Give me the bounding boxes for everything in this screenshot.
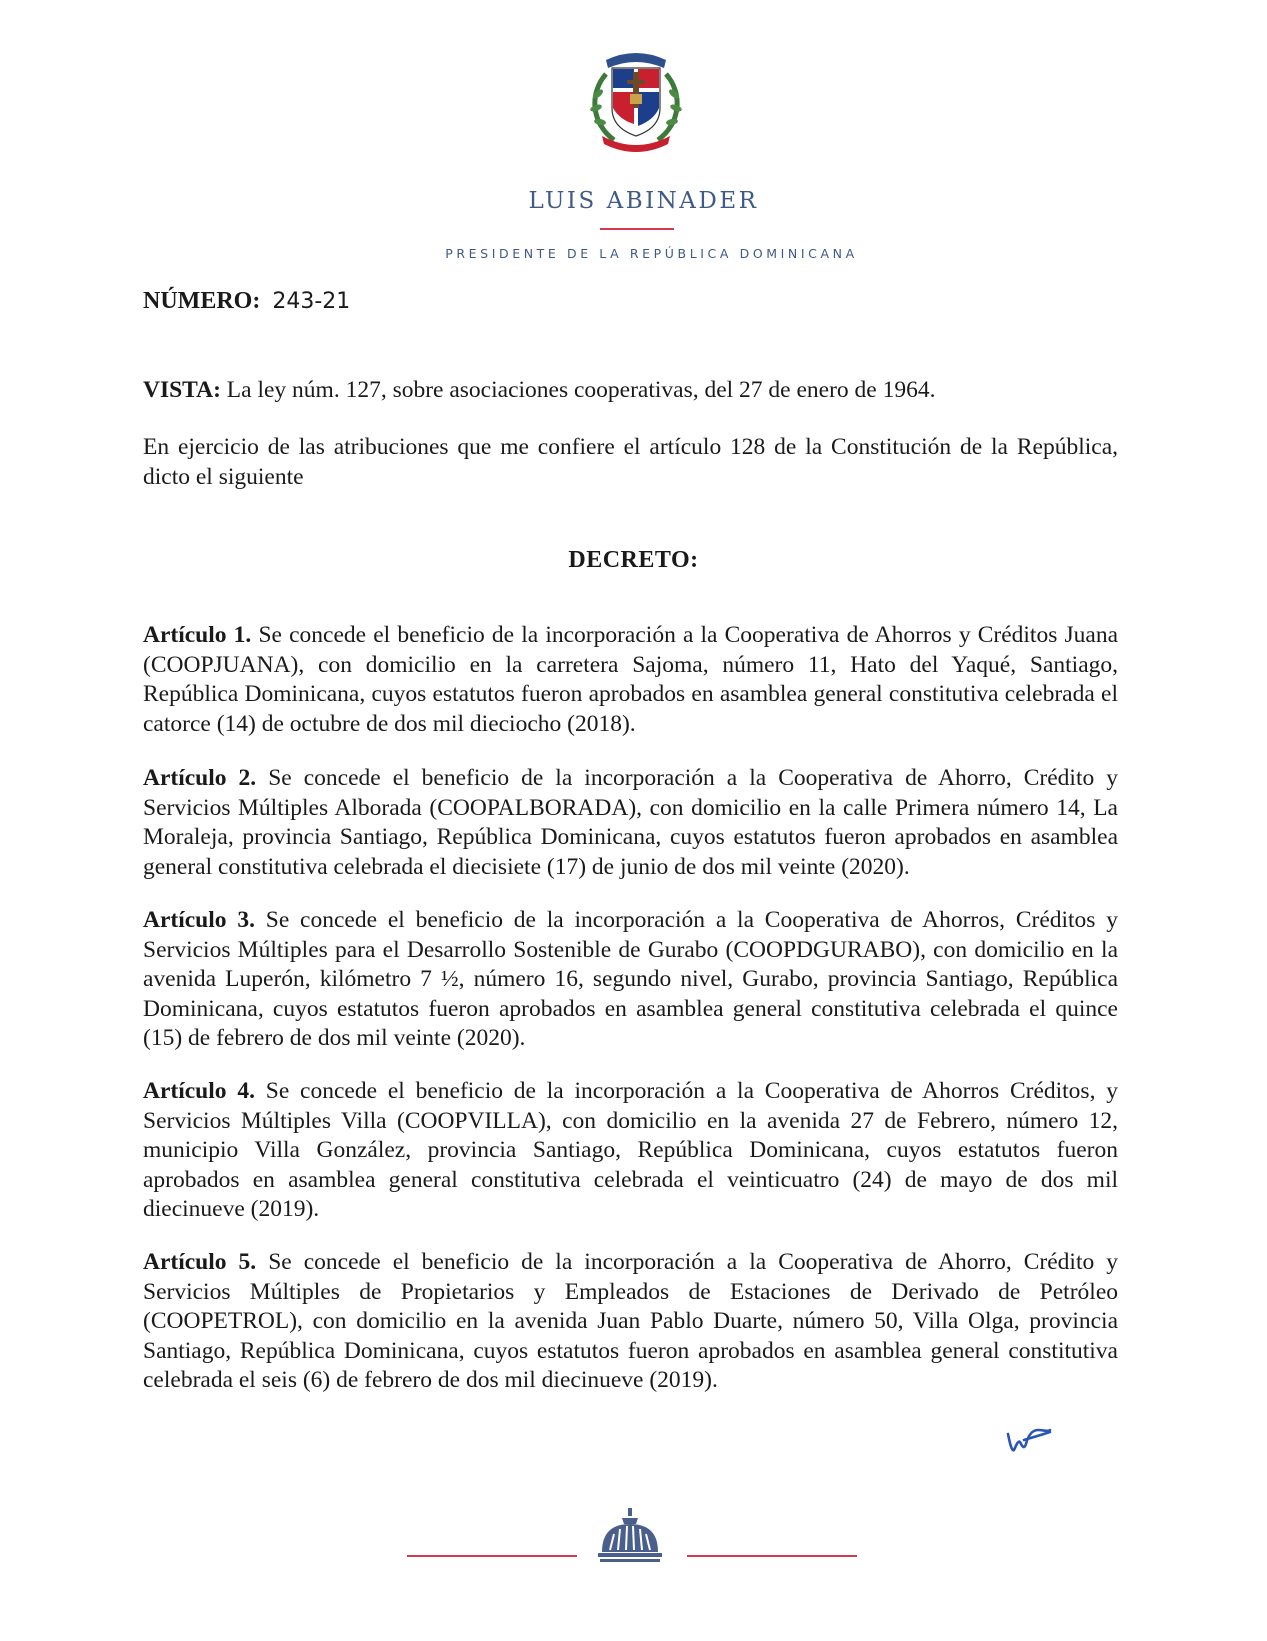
article-label: Artículo 4. xyxy=(143,1078,255,1104)
coat-of-arms-icon xyxy=(584,44,688,156)
header-name: LUIS ABINADER xyxy=(528,188,759,214)
decree-number xyxy=(143,288,350,315)
article-label: Artículo 1. xyxy=(143,622,252,648)
article-5 xyxy=(143,1248,1118,1396)
vista-paragraph xyxy=(143,376,1118,406)
vista-label: VISTA: xyxy=(143,377,221,403)
palace-dome-icon xyxy=(596,1506,664,1564)
handwritten-initials xyxy=(1004,1420,1054,1460)
decree-number-label: NÚMERO: xyxy=(143,288,261,314)
article-label: Artículo 5. xyxy=(143,1249,257,1275)
article-3 xyxy=(143,906,1118,1054)
decree-number-value: 243-21 xyxy=(272,289,351,314)
decree-title: DECRETO: xyxy=(568,547,699,573)
article-label: Artículo 3. xyxy=(143,907,255,933)
ejercicio-paragraph: En ejercicio de las atribuciones que me confiere el artículo 128 de la Constitución de la República, dicto el siguiente xyxy=(143,434,1118,490)
footer-rule-right xyxy=(687,1555,857,1557)
article-2 xyxy=(143,764,1118,882)
footer-rule-left xyxy=(407,1555,577,1557)
article-text: Se concede el beneficio de la incorporación a la Cooperativa de Ahorro, Crédito y Servicios Múltiples Alborada (COOPALBORADA), con domicilio en la calle Primera número 14, La Moraleja, provincia Santiago, República Dominicana, cuyos estatutos fueron aprobados en asamblea general constitutiva celebrada el diecisiete (17) de junio de dos mil veinte (2020). xyxy=(143,765,1118,880)
article-text: Se concede el beneficio de la incorporación a la Cooperativa de Ahorros Créditos, y Servicios Múltiples Villa (COOPVILLA), con domicilio en la avenida 27 de Febrero, número 12, municipio Villa González, provincia Santiago, República Dominicana, cuyos estatutos fueron aprobados en asamblea general constitutiva celebrada el veinticuatro (24) de mayo de dos mil diecinueve (2019). xyxy=(143,1078,1118,1222)
article-label: Artículo 2. xyxy=(143,765,257,791)
article-text: Se concede el beneficio de la incorporación a la Cooperativa de Ahorros, Créditos y Servicios Múltiples para el Desarrollo Sostenible de Gurabo (COOPDGURABO), con domicilio en la avenida Luperón, kilómetro 7 ½, número 16, segundo nivel, Gurabo, provincia Santiago, República Dominicana, cuyos estatutos fueron aprobados en asamblea general constitutiva celebrada el quince (15) de febrero de dos mil veinte (2020). xyxy=(143,907,1118,1051)
article-1 xyxy=(143,621,1118,739)
article-text: Se concede el beneficio de la incorporación a la Cooperativa de Ahorro, Crédito y Servicios Múltiples de Propietarios y Empleados de Estaciones de Derivado de Petróleo (COOPETROL), con domicilio en la avenida Juan Pablo Duarte, número 50, Villa Olga, provincia Santiago, República Dominicana, cuyos estatutos fueron aprobados en asamblea general constitutiva celebrada el seis (6) de febrero de dos mil diecinueve (2019). xyxy=(143,1249,1118,1393)
header-subtitle: PRESIDENTE DE LA REPÚBLICA DOMINICANA xyxy=(445,246,858,261)
article-text: Se concede el beneficio de la incorporación a la Cooperativa de Ahorros y Créditos Juana (COOPJUANA), con domicilio en la carretera Sajoma, número 11, Hato del Yaqué, Santiago, República Dominicana, cuyos estatutos fueron aprobados en asamblea general constitutiva celebrada el catorce (14) de octubre de dos mil dieciocho (2018). xyxy=(143,622,1118,737)
vista-text: La ley núm. 127, sobre asociaciones cooperativas, del 27 de enero de 1964. xyxy=(220,377,936,403)
header-divider xyxy=(600,228,674,230)
article-4 xyxy=(143,1077,1118,1225)
